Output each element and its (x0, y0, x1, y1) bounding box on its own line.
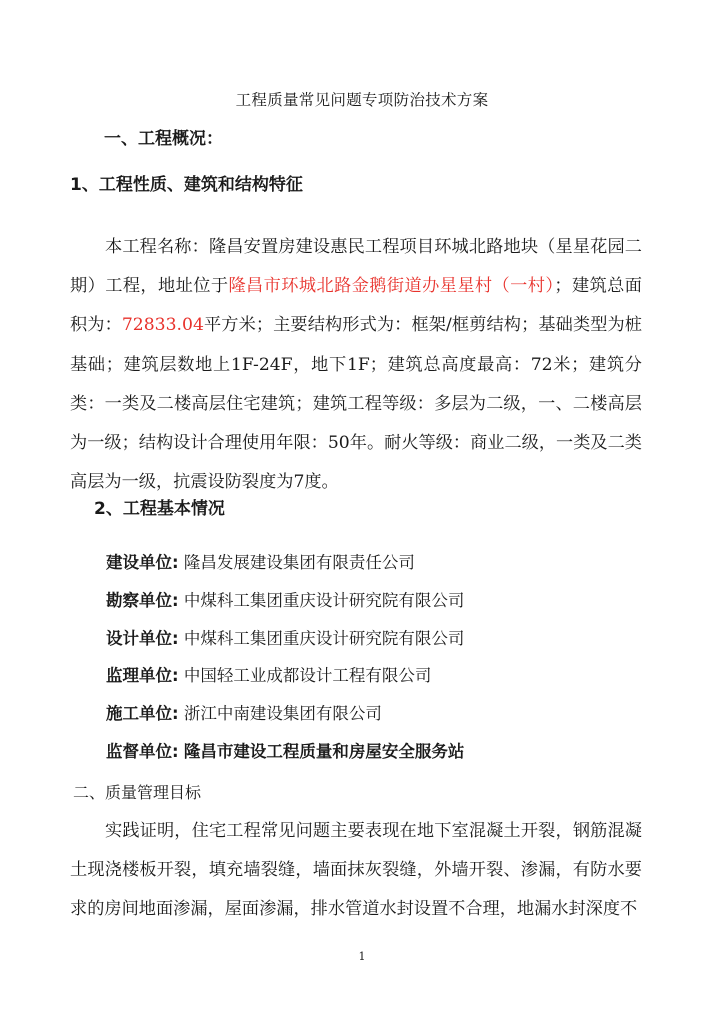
subsection-heading-basic-info: 2、工程基本情况 (94, 499, 225, 519)
unit-row-design (106, 624, 464, 662)
quality-paragraph: 实践证明，住宅工程常见问题主要表现在地下室混凝土开裂，钢筋混凝土现浇楼板开裂，填充墙裂缝，墙面抹灰裂缝，外墙开裂、渗漏，有防水要求的房间地面渗漏，屋面渗漏，排水管道水封设置不合理，地漏水封深度不 (70, 821, 642, 920)
unit-label: 建设单位: (106, 553, 179, 572)
area-highlight: 72833.04 (121, 315, 204, 336)
unit-row-survey (106, 586, 464, 624)
unit-value: 中国轻工业成都设计工程有限公司 (183, 666, 432, 686)
overview-text-part1: 本工程名称：隆昌安置房建设惠民工程项目环城北路地块（星星花园二期）工程，地址位于 (70, 237, 642, 297)
unit-label: 施工单位: (106, 704, 179, 724)
address-highlight: 隆昌市环城北路金鹅街道办星星村（一村） (228, 276, 555, 297)
unit-label: 监理单位: (106, 666, 179, 686)
unit-value: 隆昌发展建设集团有限责任公司 (183, 553, 415, 572)
unit-value: 隆昌市建设工程质量和房屋安全服务站 (183, 741, 465, 761)
overview-text-part3: 平方米；主要结构形式为：框架/框剪结构；基础类型为桩基础；建筑层数地上1F-24F，地下1F；建筑总高度最高：72米；建筑分类：一类及二楼高层住宅建筑；建筑工程等级：多层为二级，一、二楼高层为一级；结构设计合理使用年限：50年。耐火等级：商业二级，一类及二类高层为一级，抗震设防裂度为7度。 (70, 315, 642, 493)
unit-value: 中煤科工集团重庆设计研究院有限公司 (183, 628, 465, 648)
unit-value: 中煤科工集团重庆设计研究院有限公司 (183, 590, 465, 610)
unit-row-oversight (106, 737, 464, 775)
document-title: 工程质量常见问题专项防治技术方案 (235, 91, 489, 109)
unit-row-contractor (106, 699, 464, 737)
section-heading-overview: 一、工程概况： (104, 129, 223, 149)
unit-label: 勘察单位: (106, 590, 179, 610)
unit-row-construction (106, 548, 464, 586)
unit-row-supervision (106, 661, 464, 699)
unit-label: 监督单位: (106, 741, 179, 761)
unit-label: 设计单位: (106, 628, 179, 648)
overview-text-part2: ；建筑总面积为： (70, 276, 642, 336)
subsection-heading-characteristics: 1、工程性质、建筑和结构特征 (70, 175, 303, 195)
unit-value: 浙江中南建设集团有限公司 (183, 704, 382, 724)
page-number: 1 (358, 950, 366, 963)
project-units-list (106, 548, 464, 775)
overview-paragraph (70, 228, 642, 502)
section-heading-quality-goals: 二、质量管理目标 (73, 783, 202, 802)
